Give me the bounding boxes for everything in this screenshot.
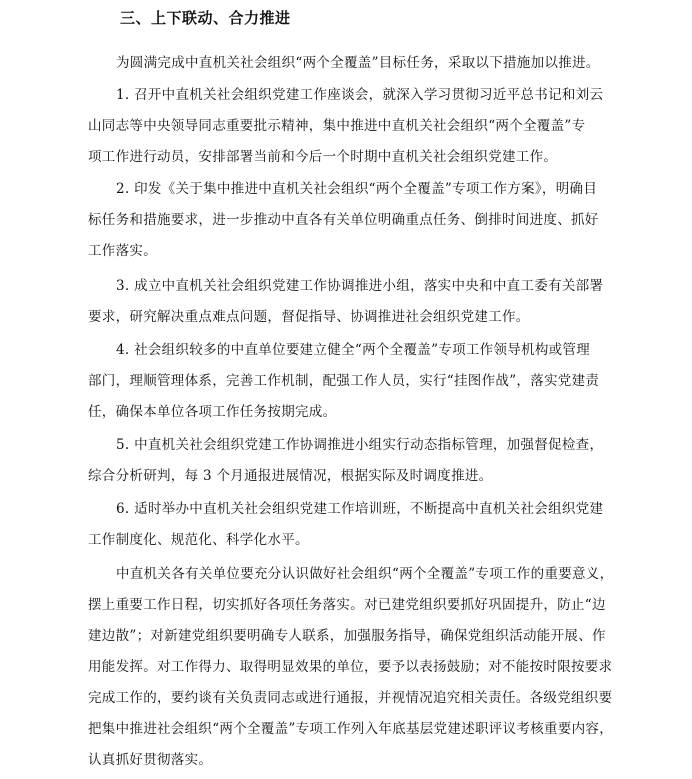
paragraph-line: 用能发挥。对工作得力、取得明显效果的单位，要予以表扬鼓励；对不能按时限按要求 — [88, 659, 613, 675]
paragraph-line: 摆上重要工作日程，切实抓好各项任务落实。对已建党组织要抓好巩固提升，防止“边 — [88, 597, 606, 613]
paragraph-line: 山同志等中央领导同志重要批示精神，集中推进中直机关社会组织“两个全覆盖”专 — [88, 118, 586, 134]
paragraph-line: 建边散”；对新建党组织要明确专人联系，加强服务指导，确保党组织活动能开展、作 — [88, 628, 606, 644]
paragraph-line: 任，确保本单位各项工作任务按期完成。 — [88, 404, 337, 420]
paragraph-line: 1. 召开中直机关社会组织党建工作座谈会，就深入学习贯彻习近平总书记和刘云 — [116, 87, 604, 103]
paragraph-line: 综合分析研判，每 3 个月通报进展情况，根据实际及时调度推进。 — [88, 468, 493, 484]
paragraph-item-2 — [88, 174, 648, 267]
paragraph-line: 为圆满完成中直机关社会组织“两个全覆盖”目标任务，采取以下措施加以推进。 — [116, 55, 600, 71]
paragraph-item-1 — [88, 80, 648, 173]
paragraph-line: 标任务和措施要求，进一步推动中直各有关单位明确重点任务、倒排时间进度、抓好 — [88, 212, 599, 228]
paragraph-item-3 — [88, 271, 648, 333]
paragraph-line: 工作落实。 — [88, 243, 157, 259]
paragraph-line: 2. 印发《关于集中推进中直机关社会组织“两个全覆盖”专项工作方案》，明确目 — [116, 181, 598, 197]
section-heading: 三、上下联动、合力推进 — [120, 9, 291, 27]
paragraph-line: 5. 中直机关社会组织党建工作协调推进小组实行动态指标管理，加强督促检查， — [116, 437, 604, 453]
paragraph-line: 部门，理顺管理体系，完善工作机制，配强工作人员，实行“挂图作战”，落实党建责 — [88, 373, 600, 389]
paragraph-line: 项工作进行动员，安排部署当前和今后一个时期中直机关社会组织党建工作。 — [88, 149, 558, 165]
paragraph-line: 6. 适时举办中直机关社会组织党建工作培训班，不断提高中直机关社会组织党建 — [116, 501, 604, 517]
paragraph-item-6 — [88, 494, 648, 556]
paragraph-line: 4. 社会组织较多的中直单位要建立健全“两个全覆盖”专项工作领导机构或管理 — [116, 342, 591, 358]
paragraph-item-5 — [88, 430, 648, 492]
paragraph-line: 中直机关各有关单位要充分认识做好社会组织“两个全覆盖”专项工作的重要意义， — [116, 566, 614, 582]
paragraph-item-4 — [88, 335, 648, 428]
paragraph-line: 认真抓好贯彻落实。 — [88, 752, 213, 768]
paragraph-line: 要求，研究解决重点难点问题，督促指导、协调推进社会组织党建工作。 — [88, 309, 530, 325]
paragraph-line: 工作制度化、规范化、科学化水平。 — [88, 532, 309, 548]
paragraph-line: 把集中推进社会组织“两个全覆盖”专项工作列入年底基层党建述职评议考核重要内容， — [88, 721, 614, 737]
paragraph-line: 完成工作的，要约谈有关负责同志或进行通报，并视情况追究相关责任。各级党组织要 — [88, 690, 613, 706]
paragraph-line: 3. 成立中直机关社会组织党建工作协调推进小组，落实中央和中直工委有关部署 — [116, 278, 604, 294]
paragraph-closing — [88, 559, 648, 776]
paragraph-intro — [88, 48, 648, 79]
